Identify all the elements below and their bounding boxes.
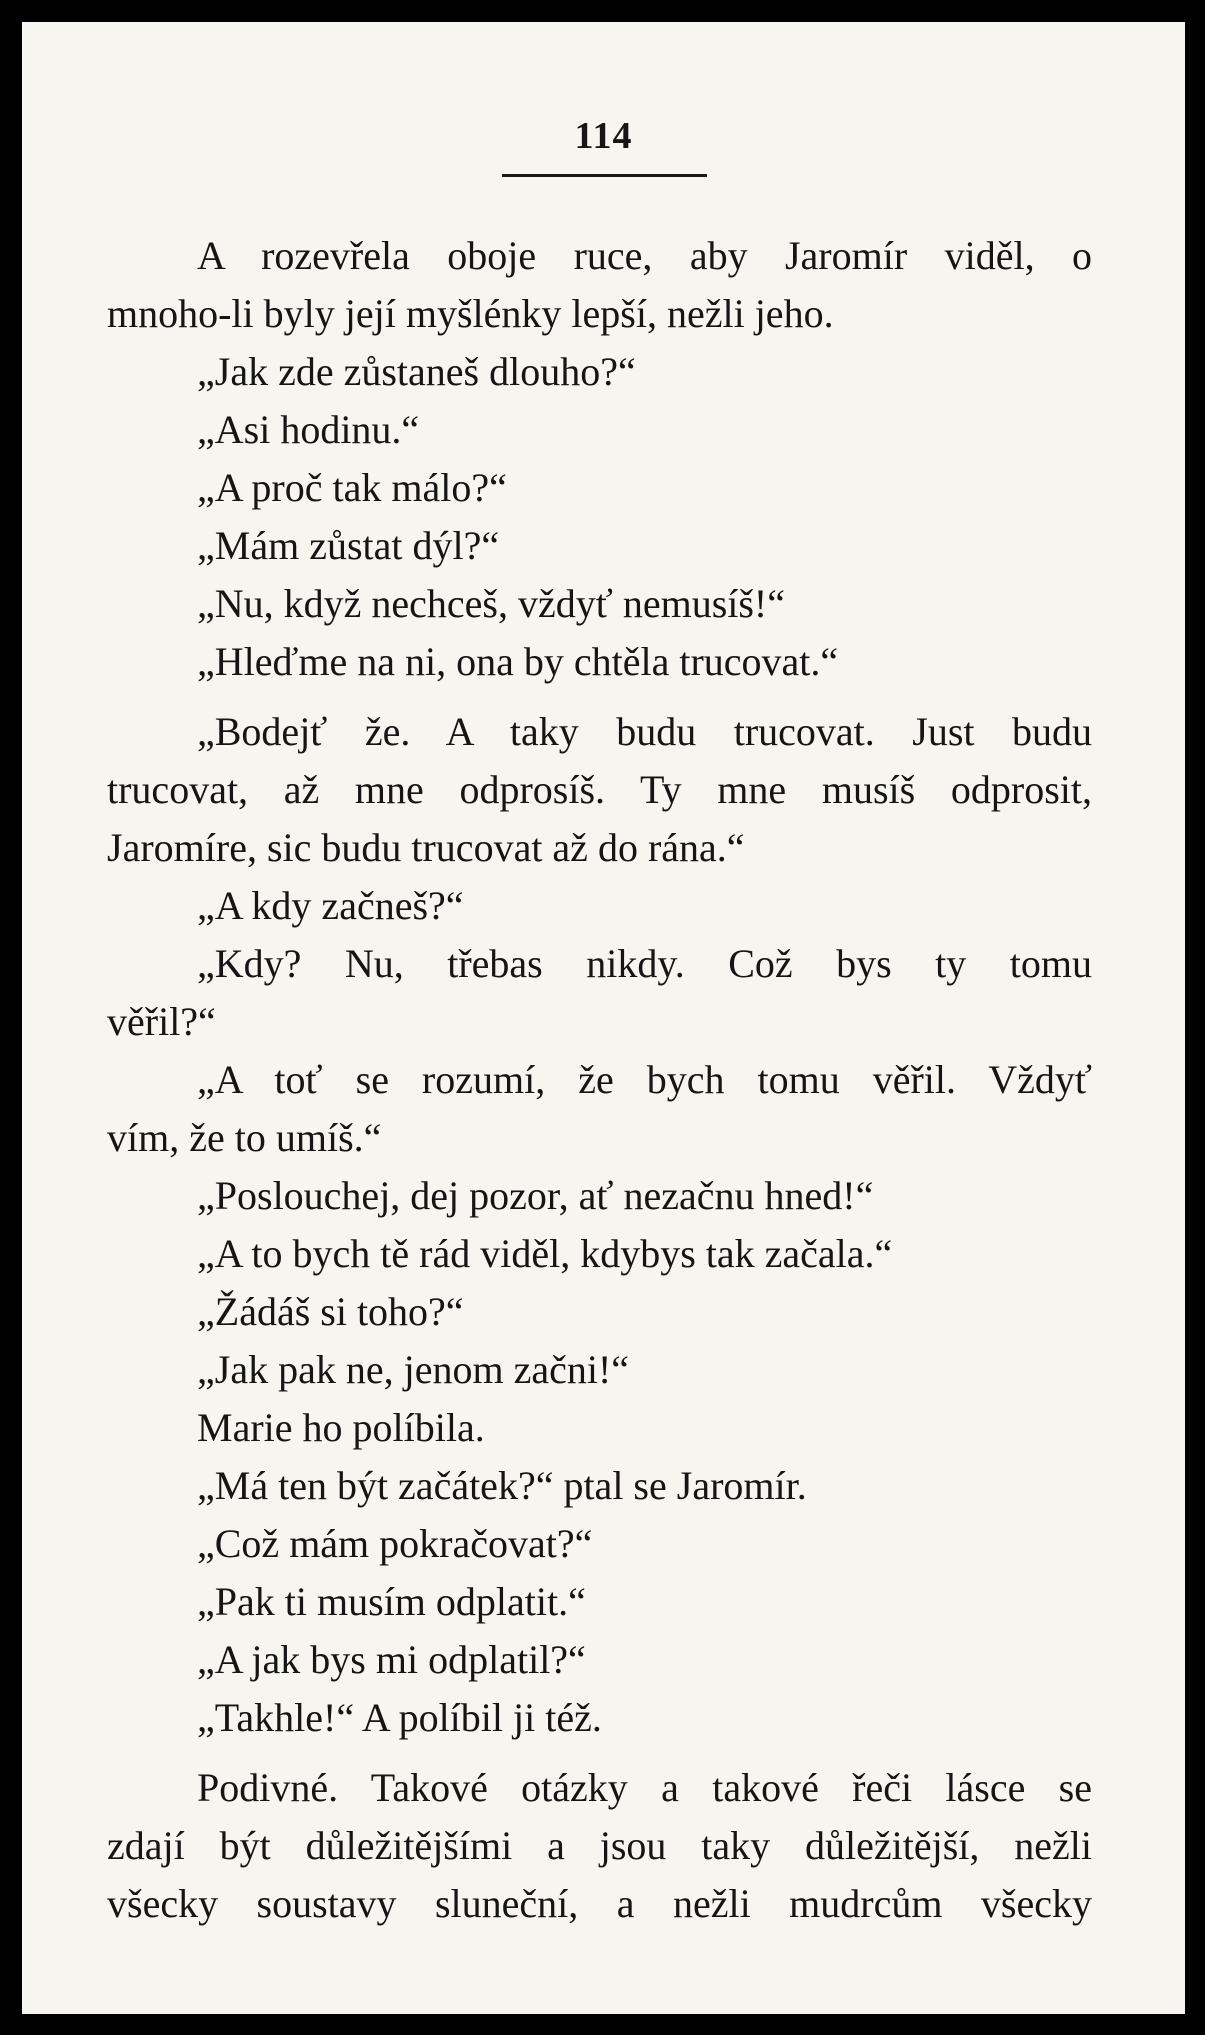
page-number: 114	[574, 115, 633, 157]
text-line: „Má ten být začátek?“ ptal se Jaromír.	[197, 1463, 807, 1508]
text-line: Podivné. Takové otázky a takové řeči lásce se	[197, 1765, 1092, 1810]
text-line: Jaromíre, sic budu trucovat až do rána.“	[107, 825, 745, 870]
text-line: „A to bych tě rád viděl, kdybys tak začala.“	[197, 1231, 893, 1276]
text-line: Marie ho políbila.	[197, 1405, 485, 1450]
text-line: zdají být důležitějšími a jsou taky důležitější, nežli	[107, 1823, 1092, 1868]
text-line: všecky soustavy sluneční, a nežli mudrcům všecky	[107, 1881, 1092, 1926]
text-line: „Což mám pokračovat?“	[197, 1521, 593, 1566]
text-line: věřil?“	[107, 999, 216, 1044]
text-line: mnoho-li byly její myšlénky lepší, nežli jeho.	[107, 291, 834, 336]
text-line: „Takhle!“ A políbil ji též.	[197, 1695, 602, 1740]
text-line: A rozevřela oboje ruce, aby Jaromír viděl, o	[197, 233, 1092, 278]
text-line: „Kdy? Nu, třebas nikdy. Což bys ty tomu	[197, 941, 1092, 986]
text-line: trucovat, až mne odprosíš. Ty mne musíš odprosit,	[107, 767, 1092, 812]
text-line: „Hleďme na ni, ona by chtěla trucovat.“	[197, 639, 839, 684]
header-rule	[502, 174, 707, 177]
text-line: „A proč tak málo?“	[197, 465, 507, 510]
body-text	[107, 227, 1092, 1933]
text-line: „Mám zůstat dýl?“	[197, 523, 500, 568]
text-line: „A kdy začneš?“	[197, 883, 464, 928]
text-line: „Žádáš si toho?“	[197, 1289, 464, 1334]
text-line: „Bodejť že. A taky budu trucovat. Just budu	[197, 709, 1092, 754]
text-line: „Jak zde zůstaneš dlouho?“	[197, 349, 636, 394]
book-page	[22, 22, 1185, 2014]
text-line: „A toť se rozumí, že bych tomu věřil. Vždyť	[197, 1057, 1092, 1102]
text-line: „Poslouchej, dej pozor, ať nezačnu hned!“	[197, 1173, 874, 1218]
text-line: „Jak pak ne, jenom začni!“	[197, 1347, 630, 1392]
text-line: „Nu, když nechceš, vždyť nemusíš!“	[197, 581, 786, 626]
text-line: „Asi hodinu.“	[197, 407, 420, 452]
text-line: „A jak bys mi odplatil?“	[197, 1637, 586, 1682]
text-line: vím, že to umíš.“	[107, 1115, 382, 1160]
text-line: „Pak ti musím odplatit.“	[197, 1579, 586, 1624]
